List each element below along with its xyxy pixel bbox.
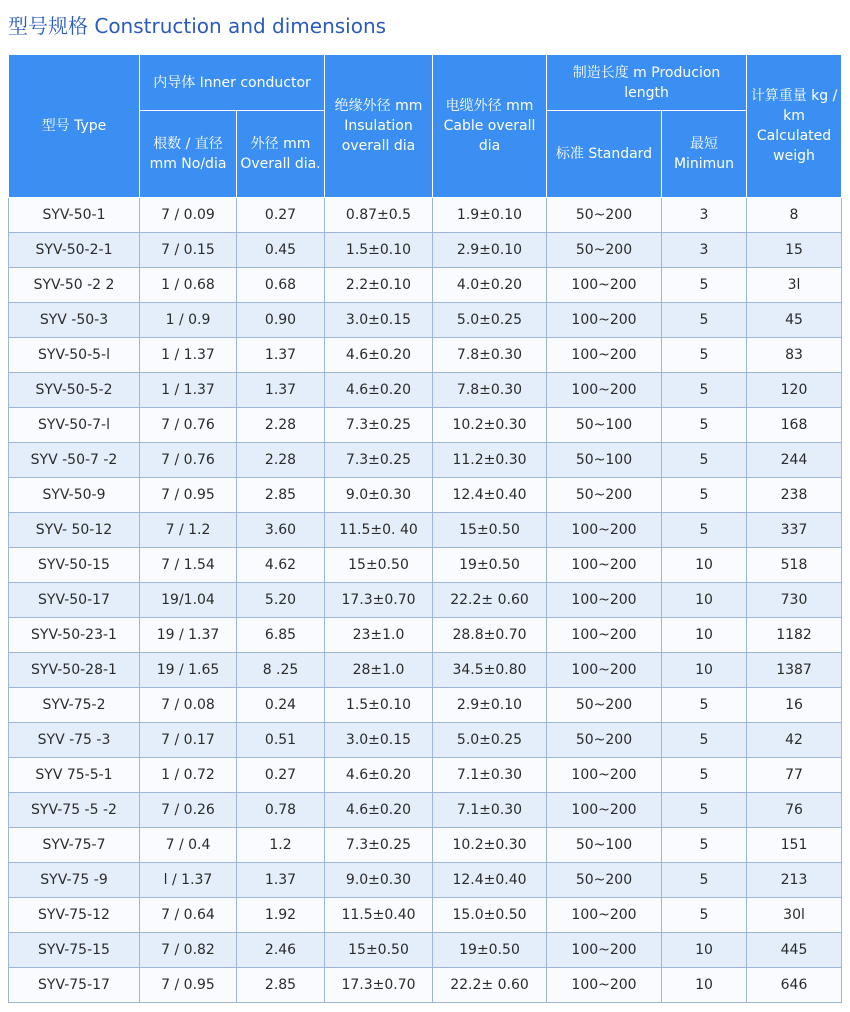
cell-weight: 8 — [747, 198, 842, 233]
cell-weight: 238 — [747, 478, 842, 513]
cell-type: SYV-50-9 — [9, 478, 140, 513]
cell-cable-dia: 19±0.50 — [433, 933, 547, 968]
cell-overall-dia: 4.62 — [237, 548, 325, 583]
cell-overall-dia: 1.92 — [237, 898, 325, 933]
cell-standard-length: 50~100 — [547, 828, 662, 863]
cell-cable-dia: 2.9±0.10 — [433, 688, 547, 723]
cell-cable-dia: 7.8±0.30 — [433, 338, 547, 373]
header-minimum: 最短 Minimun — [662, 111, 747, 198]
cell-no-dia: 7 / 0.76 — [140, 443, 237, 478]
cell-insulation-dia: 7.3±0.25 — [325, 443, 433, 478]
header-length: 制造长度 m Producion length — [547, 55, 747, 111]
cell-no-dia: l / 1.37 — [140, 863, 237, 898]
cell-minimum-length: 3 — [662, 198, 747, 233]
cell-insulation-dia: 3.0±0.15 — [325, 723, 433, 758]
header-weight: 计算重量 kg / km Calculated weigh — [747, 55, 842, 198]
cell-insulation-dia: 4.6±0.20 — [325, 758, 433, 793]
cell-cable-dia: 5.0±0.25 — [433, 723, 547, 758]
cell-no-dia: 7 / 1.2 — [140, 513, 237, 548]
cell-minimum-length: 10 — [662, 583, 747, 618]
cell-minimum-length: 5 — [662, 898, 747, 933]
cell-weight: 3l — [747, 268, 842, 303]
cell-minimum-length: 5 — [662, 443, 747, 478]
table-row — [9, 758, 842, 793]
cell-cable-dia: 7.8±0.30 — [433, 373, 547, 408]
table-row — [9, 723, 842, 758]
cell-no-dia: 7 / 0.64 — [140, 898, 237, 933]
table-row — [9, 898, 842, 933]
cell-overall-dia: 8 .25 — [237, 653, 325, 688]
cell-cable-dia: 28.8±0.70 — [433, 618, 547, 653]
cell-insulation-dia: 17.3±0.70 — [325, 583, 433, 618]
cell-type: SYV -75 -3 — [9, 723, 140, 758]
cell-minimum-length: 5 — [662, 723, 747, 758]
cell-minimum-length: 10 — [662, 968, 747, 1003]
cell-cable-dia: 15.0±0.50 — [433, 898, 547, 933]
table-row — [9, 688, 842, 723]
cell-type: SYV-50-5-2 — [9, 373, 140, 408]
cell-cable-dia: 34.5±0.80 — [433, 653, 547, 688]
cell-weight: 15 — [747, 233, 842, 268]
cell-cable-dia: 22.2± 0.60 — [433, 583, 547, 618]
cell-no-dia: 1 / 0.9 — [140, 303, 237, 338]
cell-type: SYV-75-7 — [9, 828, 140, 863]
table-row — [9, 478, 842, 513]
cell-no-dia: 1 / 1.37 — [140, 373, 237, 408]
cell-insulation-dia: 1.5±0.10 — [325, 233, 433, 268]
cell-insulation-dia: 28±1.0 — [325, 653, 433, 688]
cell-minimum-length: 5 — [662, 268, 747, 303]
cell-overall-dia: 1.37 — [237, 373, 325, 408]
cell-overall-dia: 2.28 — [237, 443, 325, 478]
cell-cable-dia: 10.2±0.30 — [433, 828, 547, 863]
header-overall-dia: 外径 mm Overall dia. — [237, 111, 325, 198]
cell-cable-dia: 4.0±0.20 — [433, 268, 547, 303]
cell-standard-length: 50~200 — [547, 863, 662, 898]
cell-overall-dia: 2.85 — [237, 968, 325, 1003]
table-row — [9, 198, 842, 233]
cell-overall-dia: 0.68 — [237, 268, 325, 303]
cell-insulation-dia: 0.87±0.5 — [325, 198, 433, 233]
cell-standard-length: 100~200 — [547, 583, 662, 618]
cell-weight: 151 — [747, 828, 842, 863]
cell-type: SYV-50-5-l — [9, 338, 140, 373]
cell-overall-dia: 2.85 — [237, 478, 325, 513]
cell-cable-dia: 5.0±0.25 — [433, 303, 547, 338]
cell-insulation-dia: 1.5±0.10 — [325, 688, 433, 723]
cell-insulation-dia: 4.6±0.20 — [325, 793, 433, 828]
cell-insulation-dia: 2.2±0.10 — [325, 268, 433, 303]
cell-minimum-length: 5 — [662, 303, 747, 338]
cell-type: SYV-75 -5 -2 — [9, 793, 140, 828]
table-row — [9, 968, 842, 1003]
cell-type: SYV-50-1 — [9, 198, 140, 233]
cell-standard-length: 100~200 — [547, 933, 662, 968]
table-row — [9, 583, 842, 618]
cell-type: SYV-50-2-1 — [9, 233, 140, 268]
cell-overall-dia: 0.45 — [237, 233, 325, 268]
cell-no-dia: 7 / 0.17 — [140, 723, 237, 758]
cell-insulation-dia: 7.3±0.25 — [325, 828, 433, 863]
header-no-dia: 根数 / 直径 mm No/dia — [140, 111, 237, 198]
cell-standard-length: 100~200 — [547, 898, 662, 933]
header-inner-conductor: 内导体 Inner conductor — [140, 55, 325, 111]
cell-no-dia: 7 / 0.82 — [140, 933, 237, 968]
cell-overall-dia: 2.46 — [237, 933, 325, 968]
spec-table — [8, 54, 842, 1003]
cell-cable-dia: 7.1±0.30 — [433, 758, 547, 793]
cell-weight: 730 — [747, 583, 842, 618]
cell-standard-length: 100~200 — [547, 338, 662, 373]
header-standard: 标准 Standard — [547, 111, 662, 198]
cell-minimum-length: 10 — [662, 653, 747, 688]
cell-weight: 518 — [747, 548, 842, 583]
cell-standard-length: 50~200 — [547, 198, 662, 233]
cell-no-dia: 7 / 0.95 — [140, 968, 237, 1003]
cell-minimum-length: 5 — [662, 513, 747, 548]
cell-insulation-dia: 4.6±0.20 — [325, 338, 433, 373]
header-insulation-dia: 绝缘外径 mm Insulation overall dia — [325, 55, 433, 198]
cell-overall-dia: 0.27 — [237, 758, 325, 793]
cell-no-dia: 19 / 1.65 — [140, 653, 237, 688]
cell-standard-length: 100~200 — [547, 793, 662, 828]
cell-type: SYV- 50-12 — [9, 513, 140, 548]
cell-weight: 213 — [747, 863, 842, 898]
cell-no-dia: 7 / 0.95 — [140, 478, 237, 513]
cell-overall-dia: 0.51 — [237, 723, 325, 758]
cell-minimum-length: 3 — [662, 233, 747, 268]
cell-type: SYV-75-15 — [9, 933, 140, 968]
cell-weight: 445 — [747, 933, 842, 968]
cell-standard-length: 50~200 — [547, 478, 662, 513]
cell-insulation-dia: 23±1.0 — [325, 618, 433, 653]
cell-insulation-dia: 4.6±0.20 — [325, 373, 433, 408]
table-row — [9, 233, 842, 268]
cell-standard-length: 100~200 — [547, 513, 662, 548]
cell-weight: 83 — [747, 338, 842, 373]
cell-weight: 337 — [747, 513, 842, 548]
cell-minimum-length: 5 — [662, 758, 747, 793]
cell-type: SYV-50-17 — [9, 583, 140, 618]
cell-type: SYV -50-3 — [9, 303, 140, 338]
cell-minimum-length: 5 — [662, 373, 747, 408]
table-row — [9, 303, 842, 338]
cell-type: SYV-75-12 — [9, 898, 140, 933]
cell-type: SYV-50-28-1 — [9, 653, 140, 688]
cell-cable-dia: 19±0.50 — [433, 548, 547, 583]
cell-type: SYV-50-15 — [9, 548, 140, 583]
cell-cable-dia: 22.2± 0.60 — [433, 968, 547, 1003]
cell-standard-length: 100~200 — [547, 968, 662, 1003]
cell-standard-length: 100~200 — [547, 373, 662, 408]
cell-minimum-length: 5 — [662, 338, 747, 373]
cell-no-dia: 19/1.04 — [140, 583, 237, 618]
table-row — [9, 373, 842, 408]
cell-no-dia: 7 / 0.08 — [140, 688, 237, 723]
cell-no-dia: 19 / 1.37 — [140, 618, 237, 653]
cell-insulation-dia: 7.3±0.25 — [325, 408, 433, 443]
cell-overall-dia: 6.85 — [237, 618, 325, 653]
cell-overall-dia: 0.27 — [237, 198, 325, 233]
cell-cable-dia: 2.9±0.10 — [433, 233, 547, 268]
cell-overall-dia: 0.78 — [237, 793, 325, 828]
cell-weight: 16 — [747, 688, 842, 723]
table-row — [9, 268, 842, 303]
cell-standard-length: 50~200 — [547, 233, 662, 268]
cell-cable-dia: 7.1±0.30 — [433, 793, 547, 828]
cell-cable-dia: 1.9±0.10 — [433, 198, 547, 233]
table-row — [9, 863, 842, 898]
cell-cable-dia: 12.4±0.40 — [433, 863, 547, 898]
cell-type: SYV-50-7-l — [9, 408, 140, 443]
table-body — [9, 198, 842, 1003]
cell-standard-length: 100~200 — [547, 653, 662, 688]
cell-overall-dia: 2.28 — [237, 408, 325, 443]
cell-overall-dia: 3.60 — [237, 513, 325, 548]
cell-weight: 1387 — [747, 653, 842, 688]
table-row — [9, 548, 842, 583]
cell-type: SYV-75 -9 — [9, 863, 140, 898]
cell-weight: 244 — [747, 443, 842, 478]
table-row — [9, 793, 842, 828]
cell-weight: 30l — [747, 898, 842, 933]
cell-insulation-dia: 15±0.50 — [325, 933, 433, 968]
cell-standard-length: 100~200 — [547, 268, 662, 303]
table-row — [9, 933, 842, 968]
cell-weight: 77 — [747, 758, 842, 793]
cell-minimum-length: 5 — [662, 688, 747, 723]
cell-no-dia: 7 / 1.54 — [140, 548, 237, 583]
table-row — [9, 618, 842, 653]
cell-no-dia: 1 / 1.37 — [140, 338, 237, 373]
table-row — [9, 408, 842, 443]
table-row — [9, 513, 842, 548]
cell-weight: 45 — [747, 303, 842, 338]
table-row — [9, 443, 842, 478]
table-row — [9, 653, 842, 688]
cell-no-dia: 7 / 0.09 — [140, 198, 237, 233]
cell-no-dia: 7 / 0.26 — [140, 793, 237, 828]
cell-minimum-length: 5 — [662, 793, 747, 828]
cell-standard-length: 50~200 — [547, 723, 662, 758]
cell-standard-length: 50~200 — [547, 688, 662, 723]
header-type: 型号 Type — [9, 55, 140, 198]
cell-minimum-length: 5 — [662, 478, 747, 513]
cell-insulation-dia: 9.0±0.30 — [325, 478, 433, 513]
cell-minimum-length: 10 — [662, 548, 747, 583]
cell-standard-length: 50~100 — [547, 443, 662, 478]
cell-type: SYV 75-5-1 — [9, 758, 140, 793]
cell-overall-dia: 0.24 — [237, 688, 325, 723]
cell-no-dia: 7 / 0.4 — [140, 828, 237, 863]
cell-standard-length: 100~200 — [547, 548, 662, 583]
cell-cable-dia: 12.4±0.40 — [433, 478, 547, 513]
cell-minimum-length: 5 — [662, 408, 747, 443]
cell-overall-dia: 1.37 — [237, 863, 325, 898]
cell-insulation-dia: 9.0±0.30 — [325, 863, 433, 898]
cell-minimum-length: 5 — [662, 828, 747, 863]
page-title: 型号规格 Construction and dimensions — [8, 14, 387, 38]
cell-standard-length: 100~200 — [547, 303, 662, 338]
cell-insulation-dia: 11.5±0. 40 — [325, 513, 433, 548]
cell-standard-length: 50~100 — [547, 408, 662, 443]
cell-cable-dia: 15±0.50 — [433, 513, 547, 548]
cell-overall-dia: 1.37 — [237, 338, 325, 373]
cell-insulation-dia: 3.0±0.15 — [325, 303, 433, 338]
cell-overall-dia: 0.90 — [237, 303, 325, 338]
cell-no-dia: 7 / 0.15 — [140, 233, 237, 268]
cell-type: SYV-50 -2 2 — [9, 268, 140, 303]
header-cable-dia: 电缆外径 mm Cable overall dia — [433, 55, 547, 198]
cell-no-dia: 1 / 0.68 — [140, 268, 237, 303]
cell-weight: 76 — [747, 793, 842, 828]
cell-weight: 646 — [747, 968, 842, 1003]
cell-overall-dia: 1.2 — [237, 828, 325, 863]
cell-type: SYV -50-7 -2 — [9, 443, 140, 478]
cell-cable-dia: 10.2±0.30 — [433, 408, 547, 443]
cell-minimum-length: 5 — [662, 863, 747, 898]
cell-insulation-dia: 15±0.50 — [325, 548, 433, 583]
cell-type: SYV-75-17 — [9, 968, 140, 1003]
cell-insulation-dia: 11.5±0.40 — [325, 898, 433, 933]
cell-weight: 168 — [747, 408, 842, 443]
cell-weight: 1182 — [747, 618, 842, 653]
cell-weight: 42 — [747, 723, 842, 758]
table-row — [9, 338, 842, 373]
table-row — [9, 828, 842, 863]
cell-type: SYV-50-23-1 — [9, 618, 140, 653]
cell-weight: 120 — [747, 373, 842, 408]
cell-standard-length: 100~200 — [547, 618, 662, 653]
cell-standard-length: 100~200 — [547, 758, 662, 793]
cell-no-dia: 7 / 0.76 — [140, 408, 237, 443]
cell-type: SYV-75-2 — [9, 688, 140, 723]
cell-minimum-length: 10 — [662, 618, 747, 653]
cell-overall-dia: 5.20 — [237, 583, 325, 618]
cell-no-dia: 1 / 0.72 — [140, 758, 237, 793]
cell-minimum-length: 10 — [662, 933, 747, 968]
cell-cable-dia: 11.2±0.30 — [433, 443, 547, 478]
cell-insulation-dia: 17.3±0.70 — [325, 968, 433, 1003]
